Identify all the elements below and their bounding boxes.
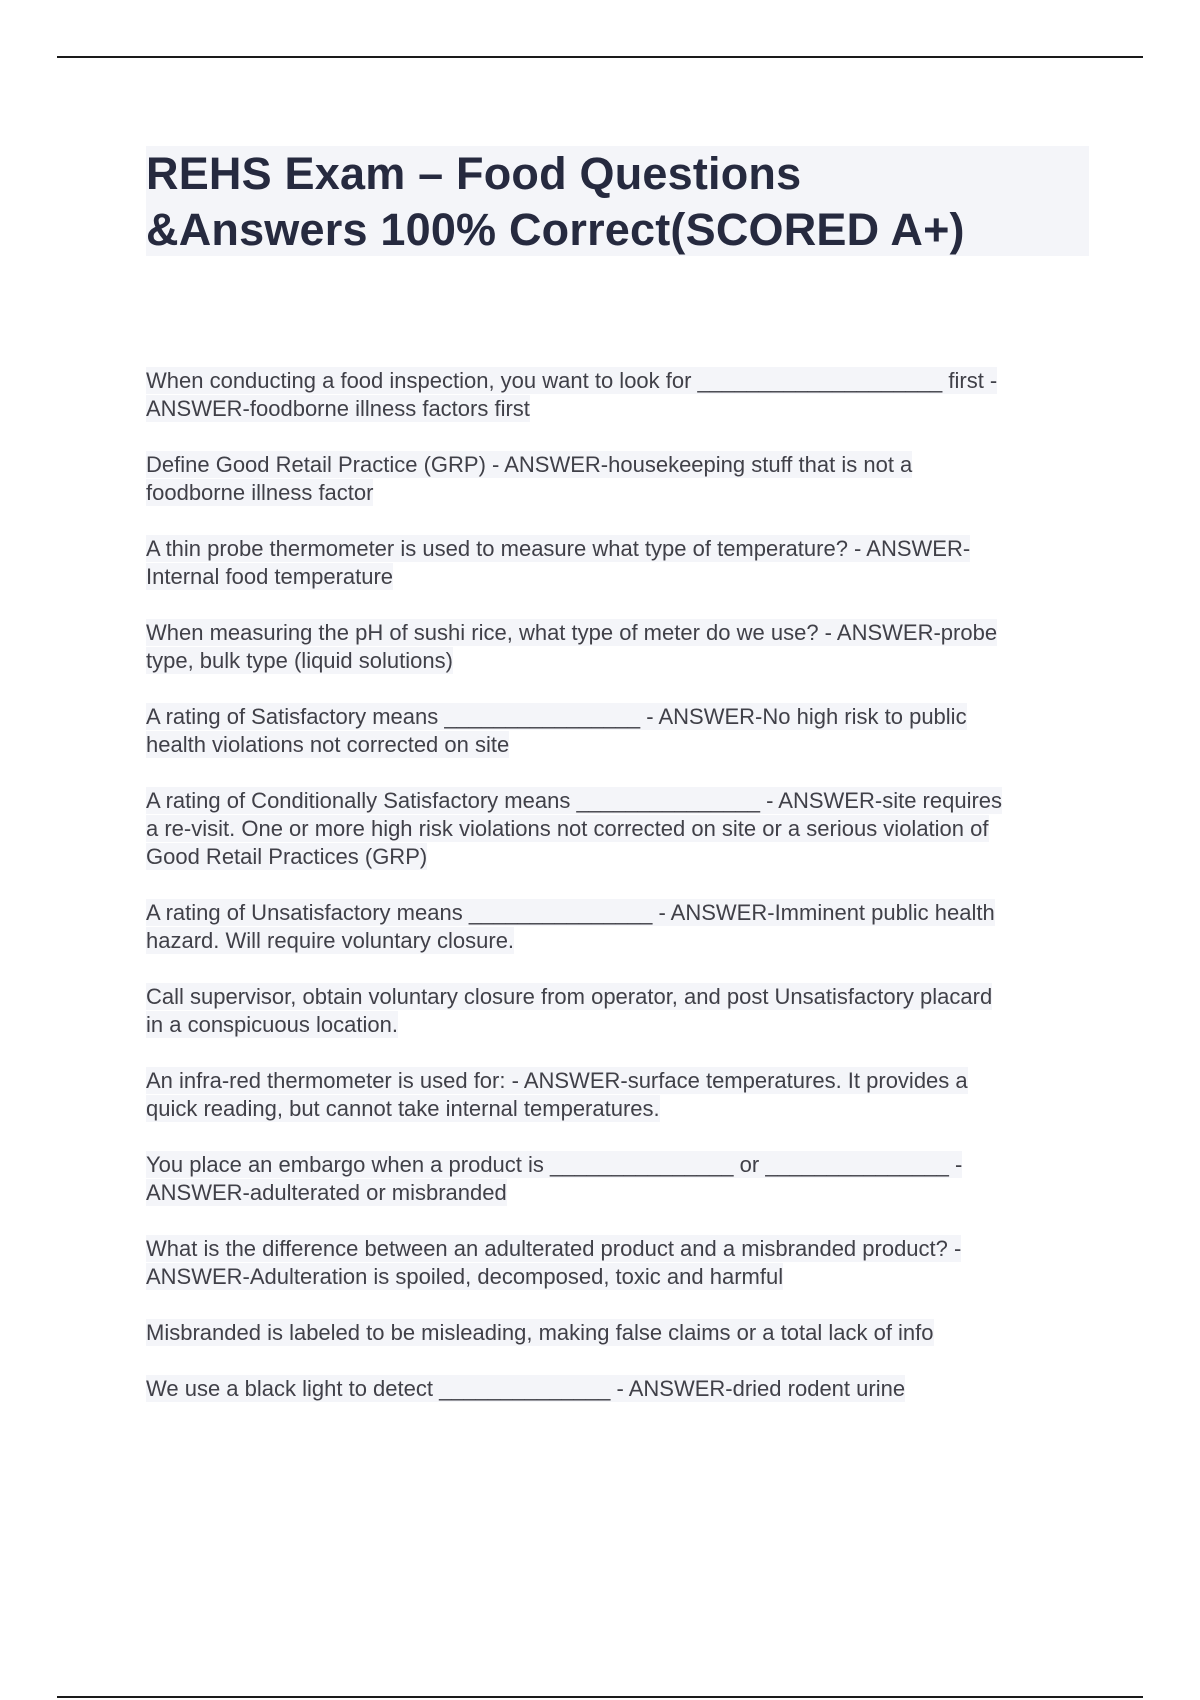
qa-item-text: Call supervisor, obtain voluntary closure from operator, and post Unsatisfactory placard in a conspicuous location. [146, 984, 993, 1037]
qa-item [146, 1375, 1091, 1403]
qa-item [146, 1319, 1091, 1347]
qa-item-text: An infra-red thermometer is used for: - ANSWER-surface temperatures. It provides a quick reading, but cannot take internal temperatures. [146, 1068, 968, 1121]
qa-item-text: A rating of Conditionally Satisfactory means _______________ - ANSWER-site requires a re-visit. One or more high risk violations not corrected on site or a serious violation of Good Retail Practices (GRP) [146, 788, 1003, 869]
qa-item-text: What is the difference between an adulterated product and a misbranded product? - ANSWER-Adulteration is spoiled, decomposed, toxic and harmful [146, 1236, 962, 1289]
qa-item-text: A rating of Unsatisfactory means _______________ - ANSWER-Imminent public health hazard. Will require voluntary closure. [146, 900, 995, 953]
qa-item [146, 899, 1091, 955]
qa-item-text: We use a black light to detect ______________ - ANSWER-dried rodent urine [146, 1376, 906, 1401]
qa-item-text: When measuring the pH of sushi rice, what type of meter do we use? - ANSWER-probe type, bulk type (liquid solutions) [146, 620, 998, 673]
qa-item [146, 367, 1091, 423]
qa-item [146, 619, 1091, 675]
qa-item-text: Define Good Retail Practice (GRP) - ANSWER-housekeeping stuff that is not a foodborne illness factor [146, 452, 913, 505]
qa-list [146, 367, 1091, 1431]
title-block [146, 146, 1089, 256]
qa-item [146, 1067, 1091, 1123]
header-rule [57, 56, 1143, 58]
footer-rule [57, 1696, 1143, 1698]
qa-item [146, 1235, 1091, 1291]
qa-item-text: You place an embargo when a product is _______________ or _______________ - ANSWER-adulterated or misbranded [146, 1152, 963, 1205]
qa-item [146, 451, 1091, 507]
document-title: REHS Exam – Food Questions &Answers 100% Correct(SCORED A+) [146, 148, 965, 255]
qa-item-text: A rating of Satisfactory means ________________ - ANSWER-No high risk to public health violations not corrected on site [146, 704, 967, 757]
qa-item-text: Misbranded is labeled to be misleading, making false claims or a total lack of info [146, 1320, 934, 1345]
qa-item [146, 787, 1091, 871]
qa-item-text: A thin probe thermometer is used to measure what type of temperature? - ANSWER- Internal food temperature [146, 536, 971, 589]
qa-item [146, 983, 1091, 1039]
qa-item [146, 535, 1091, 591]
qa-item [146, 703, 1091, 759]
qa-item-text: When conducting a food inspection, you want to look for ____________________ first - ANSWER-foodborne illness factors first [146, 368, 998, 421]
qa-item [146, 1151, 1091, 1207]
